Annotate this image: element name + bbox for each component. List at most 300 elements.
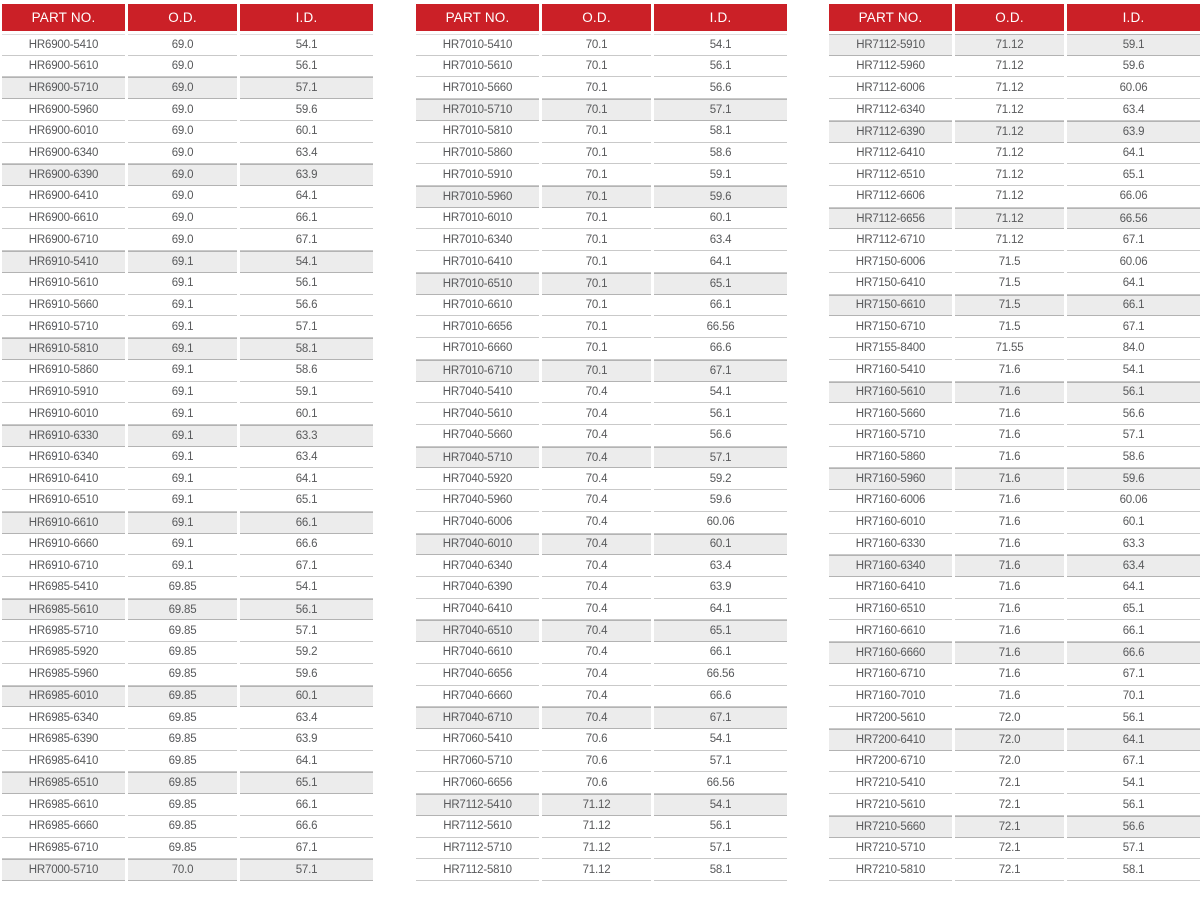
od-cell: 71.12 <box>955 186 1064 208</box>
id-cell: 66.06 <box>1067 186 1200 208</box>
id-cell: 54.1 <box>654 794 787 816</box>
table-row <box>416 34 787 56</box>
part-no-cell: HR7040-6710 <box>416 707 539 729</box>
part-no-cell: HR6910-6660 <box>2 534 125 556</box>
id-cell: 56.1 <box>1067 707 1200 729</box>
part-no-cell: HR6910-6610 <box>2 512 125 534</box>
table-row <box>2 794 373 816</box>
od-cell: 70.1 <box>542 143 651 165</box>
part-no-cell: HR7040-5960 <box>416 490 539 512</box>
od-cell: 71.12 <box>542 816 651 838</box>
part-no-cell: HR7010-5960 <box>416 186 539 208</box>
part-no-cell: HR6910-6010 <box>2 403 125 425</box>
od-cell: 69.85 <box>128 642 237 664</box>
table-row <box>2 686 373 708</box>
table-row <box>829 164 1200 186</box>
part-no-cell: HR6910-5610 <box>2 273 125 295</box>
table-row <box>416 686 787 708</box>
table-row <box>829 56 1200 78</box>
od-cell: 69.0 <box>128 186 237 208</box>
part-no-cell: HR6910-5810 <box>2 338 125 360</box>
id-cell: 64.1 <box>1067 729 1200 751</box>
id-cell: 63.9 <box>654 577 787 599</box>
table-row <box>2 403 373 425</box>
od-cell: 71.6 <box>955 642 1064 664</box>
table-row <box>2 512 373 534</box>
id-cell: 56.6 <box>654 425 787 447</box>
id-cell: 65.1 <box>1067 599 1200 621</box>
part-no-cell: HR7112-6006 <box>829 77 952 99</box>
id-cell: 63.4 <box>1067 99 1200 121</box>
part-no-cell: HR7010-5810 <box>416 121 539 143</box>
part-no-cell: HR6985-6710 <box>2 838 125 860</box>
id-cell: 63.4 <box>654 555 787 577</box>
part-no-cell: HR6910-6510 <box>2 490 125 512</box>
part-no-cell: HR7010-6410 <box>416 251 539 273</box>
od-cell: 69.85 <box>128 816 237 838</box>
part-no-cell: HR7200-5610 <box>829 707 952 729</box>
od-cell: 70.1 <box>542 121 651 143</box>
id-cell: 63.9 <box>240 164 373 186</box>
table-row <box>829 121 1200 143</box>
od-cell: 71.12 <box>955 34 1064 56</box>
id-cell: 66.1 <box>1067 620 1200 642</box>
table-row <box>2 251 373 273</box>
part-no-cell: HR7040-5610 <box>416 403 539 425</box>
table-row <box>829 577 1200 599</box>
id-cell: 63.4 <box>654 229 787 251</box>
table-row <box>829 859 1200 881</box>
table-row <box>2 490 373 512</box>
part-no-cell: HR7010-6510 <box>416 273 539 295</box>
part-no-cell: HR7040-6610 <box>416 642 539 664</box>
id-cell: 59.2 <box>240 642 373 664</box>
od-cell: 70.1 <box>542 164 651 186</box>
od-cell: 69.1 <box>128 251 237 273</box>
od-cell: 70.4 <box>542 425 651 447</box>
part-no-cell: HR7160-6660 <box>829 642 952 664</box>
part-no-cell: HR7040-5410 <box>416 382 539 404</box>
id-cell: 57.1 <box>240 859 373 881</box>
od-cell: 70.4 <box>542 382 651 404</box>
part-no-cell: HR7160-6340 <box>829 555 952 577</box>
od-cell: 70.4 <box>542 577 651 599</box>
table-row <box>2 534 373 556</box>
part-no-cell: HR6985-5410 <box>2 577 125 599</box>
part-no-cell: HR7060-5710 <box>416 751 539 773</box>
part-no-cell: HR7160-6410 <box>829 577 952 599</box>
part-no-cell: HR6985-5610 <box>2 599 125 621</box>
od-cell: 70.4 <box>542 403 651 425</box>
id-cell: 58.6 <box>240 360 373 382</box>
part-no-cell: HR7010-6010 <box>416 208 539 230</box>
id-cell: 67.1 <box>1067 229 1200 251</box>
od-cell: 69.85 <box>128 707 237 729</box>
id-cell: 59.1 <box>1067 34 1200 56</box>
od-cell: 72.1 <box>955 794 1064 816</box>
table-row <box>416 599 787 621</box>
id-cell: 64.1 <box>1067 143 1200 165</box>
column-header-od: O.D. <box>542 4 651 31</box>
table-row <box>416 99 787 121</box>
od-cell: 70.4 <box>542 490 651 512</box>
table-row <box>2 642 373 664</box>
table-row <box>416 186 787 208</box>
id-cell: 65.1 <box>240 772 373 794</box>
part-no-cell: HR6900-5960 <box>2 99 125 121</box>
table-row <box>829 99 1200 121</box>
id-cell: 58.6 <box>1067 447 1200 469</box>
od-cell: 70.1 <box>542 34 651 56</box>
od-cell: 71.12 <box>955 56 1064 78</box>
id-cell: 66.6 <box>654 338 787 360</box>
part-no-cell: HR7160-5710 <box>829 425 952 447</box>
table-row <box>416 468 787 490</box>
id-cell: 57.1 <box>1067 425 1200 447</box>
id-cell: 59.6 <box>240 664 373 686</box>
id-cell: 63.4 <box>240 143 373 165</box>
id-cell: 60.06 <box>1067 77 1200 99</box>
part-no-cell: HR7112-5610 <box>416 816 539 838</box>
id-cell: 59.6 <box>654 490 787 512</box>
od-cell: 69.0 <box>128 77 237 99</box>
id-cell: 63.3 <box>240 425 373 447</box>
id-cell: 64.1 <box>654 599 787 621</box>
table-row <box>829 555 1200 577</box>
table-row <box>829 77 1200 99</box>
od-cell: 71.6 <box>955 360 1064 382</box>
table-row <box>416 816 787 838</box>
od-cell: 69.1 <box>128 295 237 317</box>
od-cell: 70.1 <box>542 251 651 273</box>
table-row <box>829 664 1200 686</box>
id-cell: 66.1 <box>1067 295 1200 317</box>
od-cell: 71.12 <box>955 229 1064 251</box>
table-header <box>829 4 1200 31</box>
table-row <box>2 34 373 56</box>
id-cell: 65.1 <box>654 273 787 295</box>
part-no-cell: HR7160-5410 <box>829 360 952 382</box>
id-cell: 66.56 <box>1067 208 1200 230</box>
id-cell: 64.1 <box>654 251 787 273</box>
table-row <box>829 186 1200 208</box>
part-no-cell: HR7040-6510 <box>416 620 539 642</box>
od-cell: 69.1 <box>128 360 237 382</box>
od-cell: 71.12 <box>542 838 651 860</box>
id-cell: 59.6 <box>1067 56 1200 78</box>
od-cell: 71.12 <box>542 794 651 816</box>
table-row <box>416 143 787 165</box>
column-header-id: I.D. <box>654 4 787 31</box>
part-no-cell: HR7160-5960 <box>829 468 952 490</box>
od-cell: 70.6 <box>542 729 651 751</box>
part-no-cell: HR7000-5710 <box>2 859 125 881</box>
table-row <box>829 251 1200 273</box>
od-cell: 69.1 <box>128 338 237 360</box>
table-row <box>2 316 373 338</box>
od-cell: 69.85 <box>128 751 237 773</box>
part-no-cell: HR7112-6710 <box>829 229 952 251</box>
part-no-cell: HR7160-7010 <box>829 686 952 708</box>
od-cell: 69.1 <box>128 382 237 404</box>
table-row <box>416 338 787 360</box>
od-cell: 72.1 <box>955 838 1064 860</box>
id-cell: 58.1 <box>654 859 787 881</box>
id-cell: 63.4 <box>240 447 373 469</box>
part-no-cell: HR7155-8400 <box>829 338 952 360</box>
table-row <box>2 838 373 860</box>
table-row <box>2 143 373 165</box>
od-cell: 70.1 <box>542 99 651 121</box>
part-no-cell: HR7112-6390 <box>829 121 952 143</box>
id-cell: 60.1 <box>654 534 787 556</box>
table-row <box>829 490 1200 512</box>
part-no-cell: HR7060-6656 <box>416 772 539 794</box>
od-cell: 69.1 <box>128 447 237 469</box>
table-row <box>416 794 787 816</box>
part-no-cell: HR7112-5910 <box>829 34 952 56</box>
part-no-cell: HR6910-6330 <box>2 425 125 447</box>
column-header-id: I.D. <box>240 4 373 31</box>
id-cell: 57.1 <box>654 751 787 773</box>
table-row <box>416 382 787 404</box>
table-row <box>829 208 1200 230</box>
id-cell: 57.1 <box>654 99 787 121</box>
table-row <box>2 816 373 838</box>
id-cell: 56.6 <box>654 77 787 99</box>
id-cell: 67.1 <box>1067 316 1200 338</box>
od-cell: 71.12 <box>955 121 1064 143</box>
od-cell: 70.4 <box>542 555 651 577</box>
id-cell: 66.6 <box>654 686 787 708</box>
id-cell: 60.1 <box>654 208 787 230</box>
part-no-cell: HR7040-5660 <box>416 425 539 447</box>
od-cell: 69.1 <box>128 555 237 577</box>
part-no-cell: HR7112-5410 <box>416 794 539 816</box>
id-cell: 56.1 <box>240 273 373 295</box>
part-no-cell: HR7112-5810 <box>416 859 539 881</box>
od-cell: 71.6 <box>955 534 1064 556</box>
od-cell: 69.1 <box>128 425 237 447</box>
table-row <box>829 642 1200 664</box>
table-row <box>829 707 1200 729</box>
table-body <box>416 34 787 881</box>
id-cell: 70.1 <box>1067 686 1200 708</box>
id-cell: 58.6 <box>654 143 787 165</box>
od-cell: 69.1 <box>128 490 237 512</box>
id-cell: 56.1 <box>654 403 787 425</box>
part-no-cell: HR6900-6710 <box>2 229 125 251</box>
id-cell: 54.1 <box>654 382 787 404</box>
od-cell: 70.4 <box>542 599 651 621</box>
id-cell: 57.1 <box>240 316 373 338</box>
table-row <box>2 664 373 686</box>
part-no-cell: HR6900-5710 <box>2 77 125 99</box>
parts-table-left <box>2 4 373 881</box>
table-row <box>2 121 373 143</box>
table-row <box>829 816 1200 838</box>
table-row <box>2 599 373 621</box>
table-row <box>2 859 373 881</box>
id-cell: 56.1 <box>1067 382 1200 404</box>
table-row <box>2 447 373 469</box>
id-cell: 56.1 <box>654 56 787 78</box>
id-cell: 63.3 <box>1067 534 1200 556</box>
part-no-cell: HR6985-5710 <box>2 620 125 642</box>
table-row <box>2 99 373 121</box>
id-cell: 67.1 <box>1067 751 1200 773</box>
table-row <box>2 382 373 404</box>
od-cell: 71.5 <box>955 316 1064 338</box>
part-no-cell: HR6985-5920 <box>2 642 125 664</box>
part-no-cell: HR6985-5960 <box>2 664 125 686</box>
part-no-cell: HR7200-6710 <box>829 751 952 773</box>
od-cell: 69.85 <box>128 686 237 708</box>
table-row <box>2 338 373 360</box>
table-row <box>2 729 373 751</box>
table-row <box>416 360 787 382</box>
table-row <box>2 186 373 208</box>
table-row <box>2 56 373 78</box>
od-cell: 70.4 <box>542 447 651 469</box>
part-no-cell: HR7010-5710 <box>416 99 539 121</box>
table-row <box>829 620 1200 642</box>
table-row <box>2 208 373 230</box>
table-row <box>2 772 373 794</box>
table-row <box>829 599 1200 621</box>
table-row <box>416 447 787 469</box>
table-header <box>2 4 373 31</box>
od-cell: 71.6 <box>955 599 1064 621</box>
table-row <box>416 490 787 512</box>
part-no-cell: HR7210-5410 <box>829 772 952 794</box>
part-no-cell: HR7040-5710 <box>416 447 539 469</box>
part-no-cell: HR6910-6340 <box>2 447 125 469</box>
table-row <box>416 295 787 317</box>
id-cell: 64.1 <box>240 186 373 208</box>
od-cell: 70.4 <box>542 512 651 534</box>
id-cell: 54.1 <box>1067 772 1200 794</box>
part-no-cell: HR7160-5610 <box>829 382 952 404</box>
table-row <box>2 273 373 295</box>
table-row <box>416 707 787 729</box>
id-cell: 54.1 <box>654 34 787 56</box>
table-row <box>829 382 1200 404</box>
part-no-cell: HR6985-6610 <box>2 794 125 816</box>
part-no-cell: HR7160-6610 <box>829 620 952 642</box>
od-cell: 71.12 <box>955 77 1064 99</box>
part-no-cell: HR7160-5660 <box>829 403 952 425</box>
id-cell: 56.1 <box>1067 794 1200 816</box>
id-cell: 60.06 <box>654 512 787 534</box>
od-cell: 71.5 <box>955 251 1064 273</box>
id-cell: 66.1 <box>654 642 787 664</box>
id-cell: 65.1 <box>654 620 787 642</box>
id-cell: 84.0 <box>1067 338 1200 360</box>
table-row <box>2 360 373 382</box>
od-cell: 69.0 <box>128 143 237 165</box>
id-cell: 59.6 <box>654 186 787 208</box>
table-row <box>829 273 1200 295</box>
part-no-cell: HR7160-6510 <box>829 599 952 621</box>
od-cell: 69.0 <box>128 99 237 121</box>
part-no-cell: HR6900-5410 <box>2 34 125 56</box>
id-cell: 58.1 <box>240 338 373 360</box>
od-cell: 71.6 <box>955 490 1064 512</box>
od-cell: 71.6 <box>955 425 1064 447</box>
part-no-cell: HR7040-6660 <box>416 686 539 708</box>
table-row <box>2 77 373 99</box>
od-cell: 70.1 <box>542 338 651 360</box>
table-row <box>829 534 1200 556</box>
part-no-cell: HR6900-6610 <box>2 208 125 230</box>
part-no-cell: HR7040-5920 <box>416 468 539 490</box>
id-cell: 59.1 <box>654 164 787 186</box>
od-cell: 69.0 <box>128 229 237 251</box>
od-cell: 71.6 <box>955 664 1064 686</box>
table-row <box>829 338 1200 360</box>
od-cell: 69.85 <box>128 838 237 860</box>
od-cell: 71.5 <box>955 273 1064 295</box>
od-cell: 70.4 <box>542 620 651 642</box>
id-cell: 67.1 <box>240 838 373 860</box>
part-no-cell: HR6910-5410 <box>2 251 125 273</box>
id-cell: 59.6 <box>1067 468 1200 490</box>
part-no-cell: HR6910-6710 <box>2 555 125 577</box>
id-cell: 67.1 <box>1067 664 1200 686</box>
table-row <box>829 772 1200 794</box>
od-cell: 69.1 <box>128 512 237 534</box>
id-cell: 56.1 <box>654 816 787 838</box>
table-row <box>416 772 787 794</box>
od-cell: 72.0 <box>955 751 1064 773</box>
od-cell: 71.55 <box>955 338 1064 360</box>
od-cell: 69.0 <box>128 34 237 56</box>
table-row <box>416 751 787 773</box>
od-cell: 69.1 <box>128 468 237 490</box>
table-row <box>416 273 787 295</box>
part-no-cell: HR7040-6410 <box>416 599 539 621</box>
column-header-id: I.D. <box>1067 4 1200 31</box>
id-cell: 63.4 <box>240 707 373 729</box>
id-cell: 66.56 <box>654 772 787 794</box>
id-cell: 65.1 <box>240 490 373 512</box>
id-cell: 59.1 <box>240 382 373 404</box>
od-cell: 70.4 <box>542 707 651 729</box>
od-cell: 71.6 <box>955 555 1064 577</box>
part-no-cell: HR6900-6010 <box>2 121 125 143</box>
od-cell: 71.5 <box>955 295 1064 317</box>
id-cell: 64.1 <box>1067 577 1200 599</box>
table-row <box>829 295 1200 317</box>
part-no-cell: HR7040-6656 <box>416 664 539 686</box>
od-cell: 71.6 <box>955 512 1064 534</box>
id-cell: 60.06 <box>1067 490 1200 512</box>
table-row <box>416 512 787 534</box>
part-no-cell: HR6985-6340 <box>2 707 125 729</box>
table-row <box>829 229 1200 251</box>
part-no-cell: HR7010-6660 <box>416 338 539 360</box>
table-row <box>416 164 787 186</box>
part-no-cell: HR7060-5410 <box>416 729 539 751</box>
table-header <box>416 4 787 31</box>
od-cell: 69.0 <box>128 121 237 143</box>
part-no-cell: HR6985-6510 <box>2 772 125 794</box>
od-cell: 72.1 <box>955 816 1064 838</box>
table-row <box>829 512 1200 534</box>
id-cell: 60.1 <box>1067 512 1200 534</box>
part-no-cell: HR6910-6410 <box>2 468 125 490</box>
